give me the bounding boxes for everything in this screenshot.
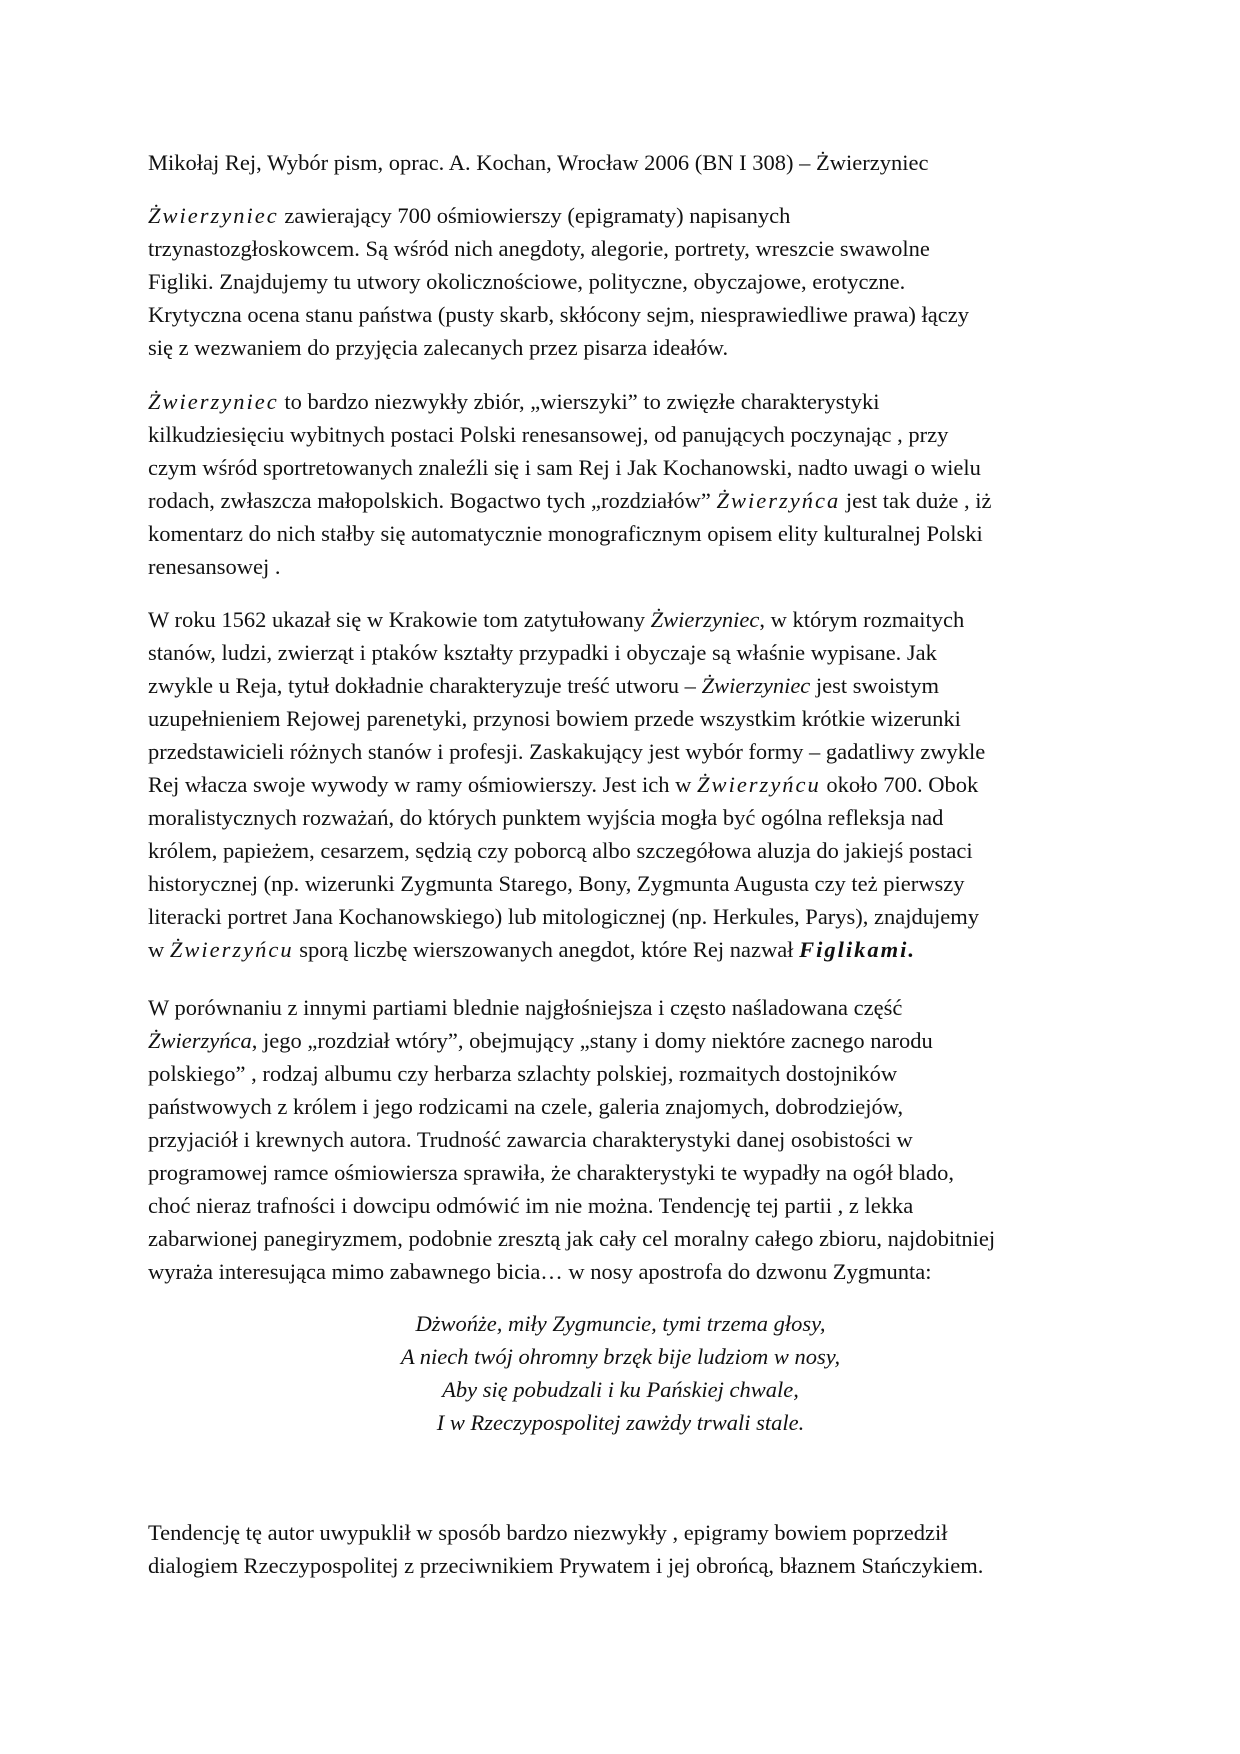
paragraph-line: programowej ramce ośmiowiersza sprawiła, że charakterystyki te wypadły na ogół blado,	[148, 1160, 954, 1185]
text-run: w	[148, 937, 170, 962]
text-run: dialogiem	[148, 1553, 238, 1578]
paragraph-line: historycznej (np. wizerunki Zygmunta Starego, Bony, Zygmunta Augusta czy też pierwszy	[148, 871, 965, 896]
title-zwierzyniec: Żwierzyniec	[701, 673, 811, 698]
paragraph-line: uzupełnieniem Rejowej parenetyki, przynosi bowiem przede wszystkim krótkie wizerunki	[148, 706, 961, 731]
paragraph-line	[148, 1024, 1093, 1057]
text-run: zwykle u Reja, tytuł dokładnie charakteryzuje treść utworu –	[148, 673, 702, 698]
paragraph-line: przedstawicieli różnych stanów i profesji. Zaskakujący jest wybór formy – gadatliwy zwykle	[148, 739, 986, 764]
text-run: Rzeczypospolitej z przeciwnikiem Prywatem i jej obrońcą, błaznem Stańczykiem.	[237, 1553, 984, 1578]
paragraph-line	[148, 517, 1093, 550]
verse-line: Dżwońże, miły Zygmuncie, tymi trzema głosy,	[415, 1311, 826, 1336]
text-run: rodach, zwłaszcza małopolskich. Bogactwo tych „rozdziałów”	[148, 488, 717, 513]
text-run: jest swoistym	[810, 673, 940, 698]
title-zwierzynca: Żwierzyńca	[148, 1028, 252, 1053]
paragraph-line	[148, 768, 1093, 801]
paragraph-3	[148, 603, 1093, 966]
text-run: opisem elity kulturalnej Polski	[707, 521, 983, 546]
paragraph-line: stanów, ludzi, zwierząt i ptaków kształty przypadki i obyczaje są właśnie wypisane. Jak	[148, 640, 937, 665]
paragraph-line: Figliki. Znajdujemy tu utwory okolicznościowe, polityczne, obyczajowe, erotyczne.	[148, 269, 906, 294]
paragraph-line: polskiego” , rodzaj albumu czy herbarza szlachty polskiej, rozmaitych dostojników	[148, 1061, 898, 1086]
title-zwierzyncu: Żwierzyńcu	[697, 772, 821, 797]
paragraph-2	[148, 385, 1093, 583]
paragraph-line: moralistycznych rozważań, do których punktem wyjścia mogła być ogólna refleksja nad	[148, 805, 944, 830]
paragraph-line	[148, 933, 1093, 966]
title-figliki: Figlikami.	[799, 937, 916, 962]
title-zwierzyniec: Żwierzyniec	[148, 203, 279, 228]
paragraph-line: trzynastozgłoskowcem. Są wśród nich anegdoty, alegorie, portrety, wreszcie swawolne	[148, 236, 930, 261]
text-run: komentarz do nich stałby się automatycznie monograficznym	[148, 521, 708, 546]
paragraph-line	[148, 669, 1093, 702]
text-run: W roku 1562 ukazał się w Krakowie tom zatytułowany	[148, 607, 651, 632]
text-run: to bardzo niezwykły zbiór, „wierszyki” to zwięzłe charakterystyki	[278, 389, 880, 414]
paragraph-line: królem, papieżem, cesarzem, sędzią czy poborcą albo szczegółowa aluzja do jakiejś postaci	[148, 838, 973, 863]
paragraph-1	[148, 199, 1093, 364]
paragraph-line	[148, 385, 1093, 418]
paragraph-line: kilkudziesięciu wybitnych postaci Polski renesansowej, od panujących poczynając , przy	[148, 422, 949, 447]
verse-quote	[148, 1307, 1093, 1439]
paragraph-line: choć nieraz trafności i dowcipu odmówić im nie można. Tendencję tej partii , z lekka	[148, 1193, 914, 1218]
paragraph-4	[148, 991, 1093, 1288]
text-run: jest tak duże , iż	[840, 488, 992, 513]
text-run: Rej włacza swoje wywody w ramy ośmiowierszy. Jest ich w	[148, 772, 698, 797]
paragraph-line	[148, 199, 1093, 232]
verse-line: A niech twój ohromny brzęk bije ludziom w nosy,	[400, 1344, 841, 1369]
text-run: około 700. Obok	[820, 772, 979, 797]
paragraph-line: W porównaniu z innymi partiami blednie najgłośniejsza i często naśladowana część	[148, 995, 903, 1020]
title-zwierzyniec: Żwierzyniec	[148, 389, 279, 414]
verse-line: Aby się pobudzali i ku Pańskiej chwale,	[442, 1377, 799, 1402]
title-zwierzynca: Żwierzyńca	[716, 488, 841, 513]
paragraph-line: Tendencję tę autor uwypuklił w sposób bardzo niezwykły , epigramy bowiem poprzedził	[148, 1520, 948, 1545]
paragraph-line: wyraża interesująca mimo zabawnego bicia… w nosy apostrofa do dzwonu Zygmunta:	[148, 1259, 932, 1284]
text-run: sporą liczbę wierszowanych anegdot, które Rej nazwał	[293, 937, 800, 962]
paragraph-line: renesansowej .	[148, 554, 281, 579]
title-zwierzyncu: Żwierzyńcu	[169, 937, 294, 962]
citation-line: Mikołaj Rej, Wybór pism, oprac. A. Kochan, Wrocław 2006 (BN I 308) – Żwierzyniec	[148, 150, 929, 175]
verse-line: I w Rzeczypospolitej zawżdy trwali stale.	[436, 1410, 805, 1435]
text-run: , jego „rozdział wtóry”, obejmujący „stany i domy niektóre zacnego narodu	[251, 1028, 933, 1053]
paragraph-line	[148, 603, 1093, 636]
paragraph-line: się z wezwaniem do przyjęcia zalecanych przez pisarza ideałów.	[148, 335, 729, 360]
paragraph-line: przyjaciół i krewnych autora. Trudność zawarcia charakterystyki danej osobistości w	[148, 1127, 913, 1152]
paragraph-line: literacki portret Jana Kochanowskiego) lub mitologicznej (np. Herkules, Parys), znajdujemy	[148, 904, 980, 929]
paragraph-line: zabarwionej panegiryzmem, podobnie zresztą jak cały cel moralny całego zbioru, najdobitniej	[148, 1226, 996, 1251]
text-run: , w którym rozmaitych	[759, 607, 965, 632]
text-run: zawierający 700 ośmiowierszy (epigramaty) napisanych	[278, 203, 791, 228]
paragraph-line	[148, 1549, 1093, 1582]
source-citation	[148, 146, 1093, 179]
paragraph-line: Krytyczna ocena stanu państwa (pusty skarb, skłócony sejm, niesprawiedliwe prawa) łączy	[148, 302, 969, 327]
paragraph-line	[148, 484, 1093, 517]
paragraph-line: czym wśród sportretowanych znaleźli się i sam Rej i Jak Kochanowski, nadto uwagi o wielu	[148, 455, 981, 480]
paragraph-line: państwowych z królem i jego rodzicami na czele, galeria znajomych, dobrodziejów,	[148, 1094, 904, 1119]
title-zwierzyniec: Żwierzyniec	[650, 607, 760, 632]
paragraph-5	[148, 1516, 1093, 1582]
